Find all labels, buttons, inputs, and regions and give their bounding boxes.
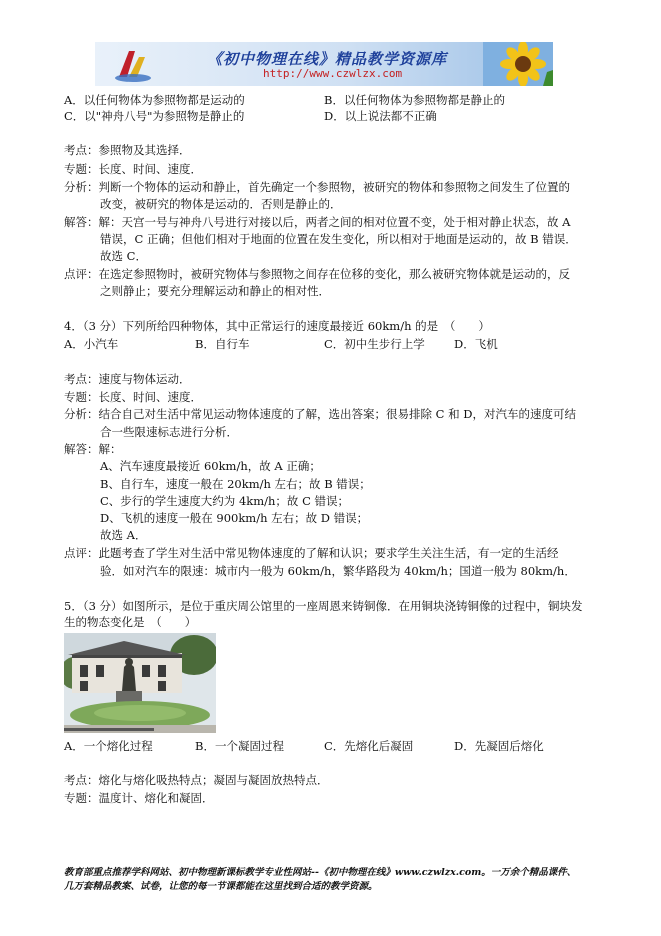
q5-zhuanti: 专题：温度计、熔化和凝固．	[64, 791, 214, 805]
q4-jieda-2: B、自行车，速度一般在 20km/h 左右；故 B 错误；	[100, 477, 371, 491]
q3-option-d: D．以上说法都不正确	[324, 109, 437, 123]
site-logo-icon	[113, 47, 153, 83]
q5-kaodian: 考点：熔化与熔化吸热特点；凝固与凝固放热特点．	[64, 773, 329, 787]
q5-option-a: A．一个熔化过程	[64, 739, 153, 753]
q3-zhuanti: 专题：长度、时间、速度．	[64, 162, 202, 176]
q4-kaodian: 考点：速度与物体运动．	[64, 372, 191, 386]
footer-line-2: 几万套精品教案、试卷，让您的每一节课都能在这里找到合适的教学资源。	[64, 881, 378, 892]
q4-jieda-5: 故选 A．	[100, 528, 147, 542]
q4-fenxi-1: 分析：结合自己对生活中常见运动物体速度的了解，选出答案；很易排除 C 和 D，对汽车的速度可结	[64, 407, 576, 421]
footer-line-1: 教育部重点推荐学科网站、初中物理新课标教学专业性网站--《初中物理在线》www.czwlzx.com。一万余个精品课件、	[64, 867, 577, 878]
q3-dianping-1: 点评：在选定参照物时，被研究物体与参照物之间存在位移的变化，那么被研究物体就是运动的，反	[64, 267, 570, 281]
q5-option-d: D．先凝固后熔化	[454, 739, 544, 753]
q4-stem: 4．（3 分）下列所给四种物体，其中正常运行的速度最接近 60km/h 的是 （ ）	[64, 319, 490, 333]
q3-option-b: B．以任何物体为参照物都是静止的	[324, 93, 505, 107]
q5-option-b: B．一个凝固过程	[195, 739, 284, 753]
q3-fenxi-1: 分析：判断一个物体的运动和静止，首先确定一个参照物，被研究的物体和参照物之间发生了位置的	[64, 180, 570, 194]
q4-dianping-2: 验．如对汽车的限速：城市内一般为 60km/h，繁华路段为 40km/h；国道一般为 80km/h．	[100, 564, 576, 578]
q3-jieda-1: 解答：解：天宫一号与神舟八号进行对接以后，两者之间的相对位置不变，处于相对静止状态，故 A	[64, 215, 571, 229]
q4-option-a: A．小汽车	[64, 337, 119, 351]
q5-stem-2: 生的物态变化是 （ ）	[64, 615, 197, 629]
q3-fenxi-2: 改变，被研究的物体是运动的．否则是静止的．	[100, 197, 342, 211]
q3-option-a: A．以任何物体为参照物都是运动的	[64, 93, 245, 107]
q4-jieda-1: A、汽车速度最接近 60km/h，故 A 正确；	[100, 459, 321, 473]
q5-option-c: C．先熔化后凝固	[324, 739, 414, 753]
bronze-statue-photo	[64, 633, 216, 733]
q4-jieda-0: 解答：解：	[64, 442, 122, 456]
q4-zhuanti: 专题：长度、时间、速度．	[64, 390, 202, 404]
q3-option-c: C．以"神舟八号"为参照物是静止的	[64, 109, 245, 123]
q5-stem: 5．（3 分）如图所示，是位于重庆周公馆里的一座周恩来铸铜像．在用铜块浇铸铜像的过程中，铜块发	[64, 599, 583, 613]
q4-option-b: B．自行车	[195, 337, 250, 351]
q4-option-c: C．初中生步行上学	[324, 337, 425, 351]
q3-dianping-2: 之则静止；要充分理解运动和静止的相对性．	[100, 284, 330, 298]
q4-jieda-4: D、飞机的速度一般在 900km/h 左右；故 D 错误；	[100, 511, 369, 525]
q4-fenxi-2: 合一些限速标志进行分析．	[100, 425, 238, 439]
q4-jieda-3: C、步行的学生速度大约为 4km/h；故 C 错误；	[100, 494, 350, 508]
banner-url[interactable]: http://www.czwlzx.com	[263, 67, 403, 80]
header-banner	[95, 42, 553, 86]
banner-title: 《初中物理在线》精品教学资源库	[207, 50, 448, 68]
q4-dianping-1: 点评：此题考查了学生对生活中常见物体速度的了解和认识；要求学生关注生活，有一定的生活经	[64, 546, 559, 560]
q3-jieda-3: 故选 C．	[100, 249, 147, 263]
q3-jieda-2: 错误，C 正确；但他们相对于地面的位置在发生变化，所以相对于地面是运动的，故 B 错误．	[100, 232, 577, 246]
sunflower-icon	[483, 42, 553, 86]
q4-option-d: D．飞机	[454, 337, 498, 351]
q3-kaodian: 考点：参照物及其选择．	[64, 143, 191, 157]
